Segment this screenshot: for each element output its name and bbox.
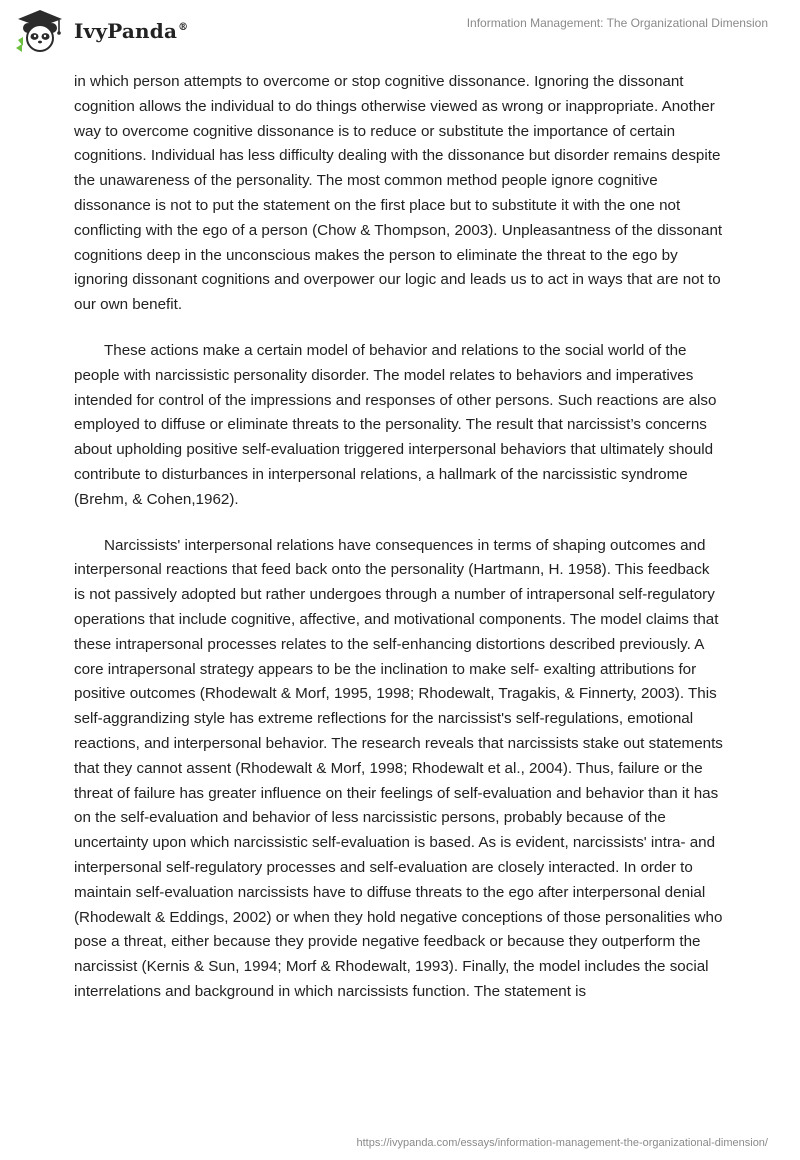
- essay-body: [74, 70, 724, 1026]
- source-url[interactable]: https://ivypanda.com/essays/information-management-the-organizational-dimension/: [356, 1137, 768, 1149]
- panda-graduate-icon: [14, 8, 66, 54]
- essay-paragraph: Narcissists' interpersonal relations have consequences in terms of shaping outcomes and interpersonal reactions that feed back onto the personality (Hartmann, H. 1958). This feedback is not passively adopted but rather undergoes through a number of intrapersonal self-regulatory operations that include cognitive, affective, and motivational components. The model claims that these intrapersonal processes relates to the self-enhancing distortions described previously. A core intrapersonal strategy appears to be the inclination to make self- exalting attributions for positive outcomes (Rhodewalt & Morf, 1995, 1998; Rhodewalt, Tragakis, & Finnerty, 2003). This self-aggrandizing style has extreme reflections for the narcissist's self-regulations, emotional reactions, and interpersonal behavior. The research reveals that narcissists stake out statements that they cannot assent (Rhodewalt & Morf, 1998; Rhodewalt et al., 2004). Thus, failure or the threat of failure has greater influence on their feelings of self-evaluation and behavior than it has on the self-evaluation and behavior of less narcissistic persons, probably because of the uncertainty upon which narcissistic self-evaluation is based. As is evident, narcissists' intra- and interpersonal self-regulatory processes and self-evaluation are closely interacted. In order to maintain self-evaluation narcissists have to diffuse threats to the ego after interpersonal denial (Rhodewalt & Eddings, 2002) or when they hold negative conceptions of those personalities who pose a threat, either because they provide negative feedback or because they outperform the narcissist (Kernis & Sun, 1994; Morf & Rhodewalt, 1993). Finally, the model includes the social interrelations and background in which narcissists function. The statement is: [74, 536, 723, 1000]
- essay-paragraph: in which person attempts to overcome or stop cognitive dissonance. Ignoring the dissonant cognition allows the individual to do things otherwise viewed as wrong or inappropriate. Another way to overcome cognitive dissonance is to reduce or substitute the importance of certain cognitions. Individual has less difficulty dealing with the dissonance but disorder remains despite the unawareness of the personality. The most common method people ignore cognitive dissonance is not to put the statement on the first place but to substitute it with the one not conflicting with the ego of a person (Chow & Thompson, 2003). Unpleasantness of the dissonant cognitions deep in the unconscious makes the person to eliminate the threat to the ego by ignoring dissonant cognitions and overpower our logic and leads us to act in ways that are not to our own benefit.: [74, 73, 723, 314]
- document-title: Information Management: The Organizational Dimension: [466, 16, 768, 30]
- page-header: [0, 0, 800, 60]
- essay-paragraph: These actions make a certain model of behavior and relations to the social world of the people with narcissistic personality disorder. The model relates to behaviors and imperatives intended for control of the impressions and responses of other persons. Such reactions are also employed to diffuse or eliminate threats to the personality. The result that narcissist’s concerns about upholding positive self-evaluation triggered interpersonal behaviors that ultimately should contribute to disturbances in interpersonal relations, a hallmark of the narcissistic syndrome (Brehm, & Cohen,1962).: [74, 341, 717, 508]
- registered-mark: ®: [178, 22, 189, 34]
- brand-name: IvyPanda®: [74, 19, 189, 43]
- brand-logo[interactable]: [14, 8, 188, 54]
